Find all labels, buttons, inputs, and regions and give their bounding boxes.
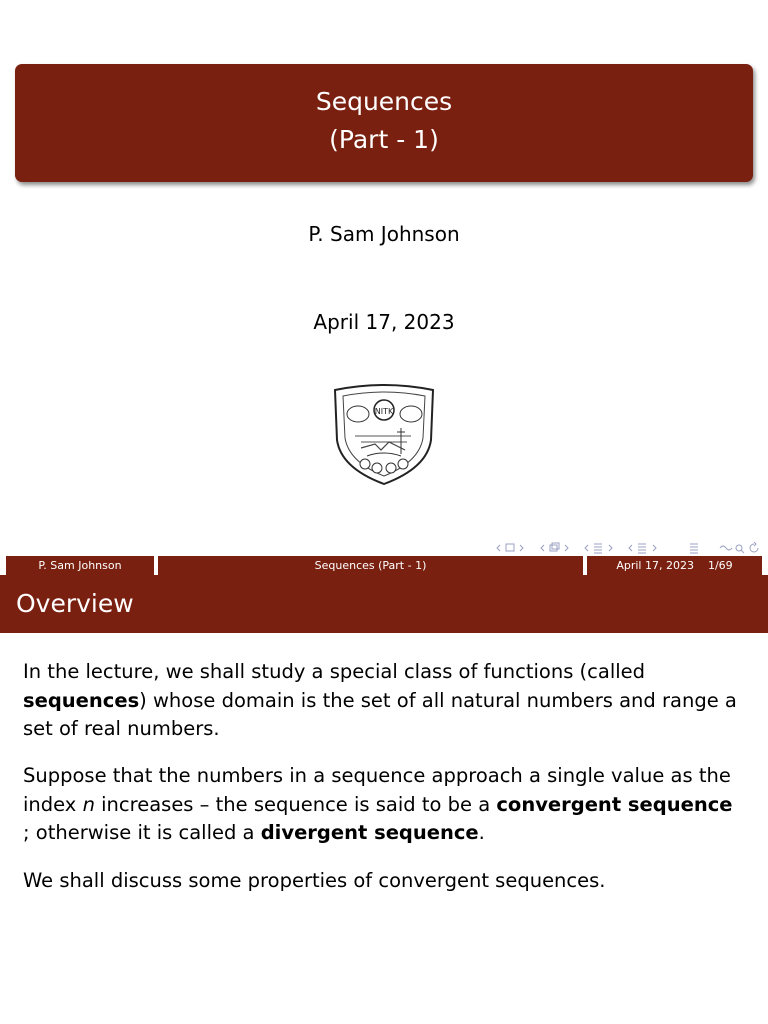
footer-date-page — [587, 556, 762, 575]
title-line-1: Sequences — [315, 87, 453, 116]
paragraph-1 — [23, 658, 743, 744]
slide-footer — [0, 556, 768, 575]
beamer-navigation-bar[interactable] — [494, 539, 762, 551]
frame-title: Overview — [16, 589, 134, 618]
term-divergent-sequence: divergent sequence — [260, 821, 479, 844]
p1-text-c: ) whose domain is the set of all natural numbers and range a set of real numbers. — [23, 688, 737, 740]
footer-date: April 17, 2023 — [616, 559, 694, 572]
svg-text:NITK: NITK — [374, 407, 394, 416]
footer-author: P. Sam Johnson — [6, 556, 154, 575]
p2-text-f: . — [478, 821, 485, 844]
footer-page-number: 1/69 — [707, 559, 733, 572]
title-box — [15, 64, 753, 182]
p2-text-b: increases – the sequence is said to be a — [94, 792, 497, 816]
navigation-symbols-icon[interactable] — [494, 542, 762, 554]
footer-title: Sequences (Part - 1) — [158, 556, 583, 575]
title-line-2: (Part - 1) — [329, 125, 439, 154]
presentation-date: April 17, 2023 — [313, 310, 455, 334]
author-name: P. Sam Johnson — [308, 222, 460, 246]
term-sequences: sequences — [23, 688, 140, 712]
index-n: n — [82, 792, 95, 816]
term-convergent-sequence: convergent sequence — [496, 792, 733, 816]
nitk-crest-logo — [331, 384, 437, 488]
paragraph-2 — [23, 762, 743, 848]
p2-text-a: Suppose that the numbers in a sequence approach a single value as the index — [23, 764, 731, 816]
frame-header — [0, 575, 768, 633]
paragraph-3: We shall discuss some properties of convergent sequences. — [23, 869, 606, 892]
p2-text-d: ; otherwise it is called a — [23, 821, 261, 844]
p1-text-a: In the lecture, we shall study a special class of functions (called — [23, 660, 646, 683]
